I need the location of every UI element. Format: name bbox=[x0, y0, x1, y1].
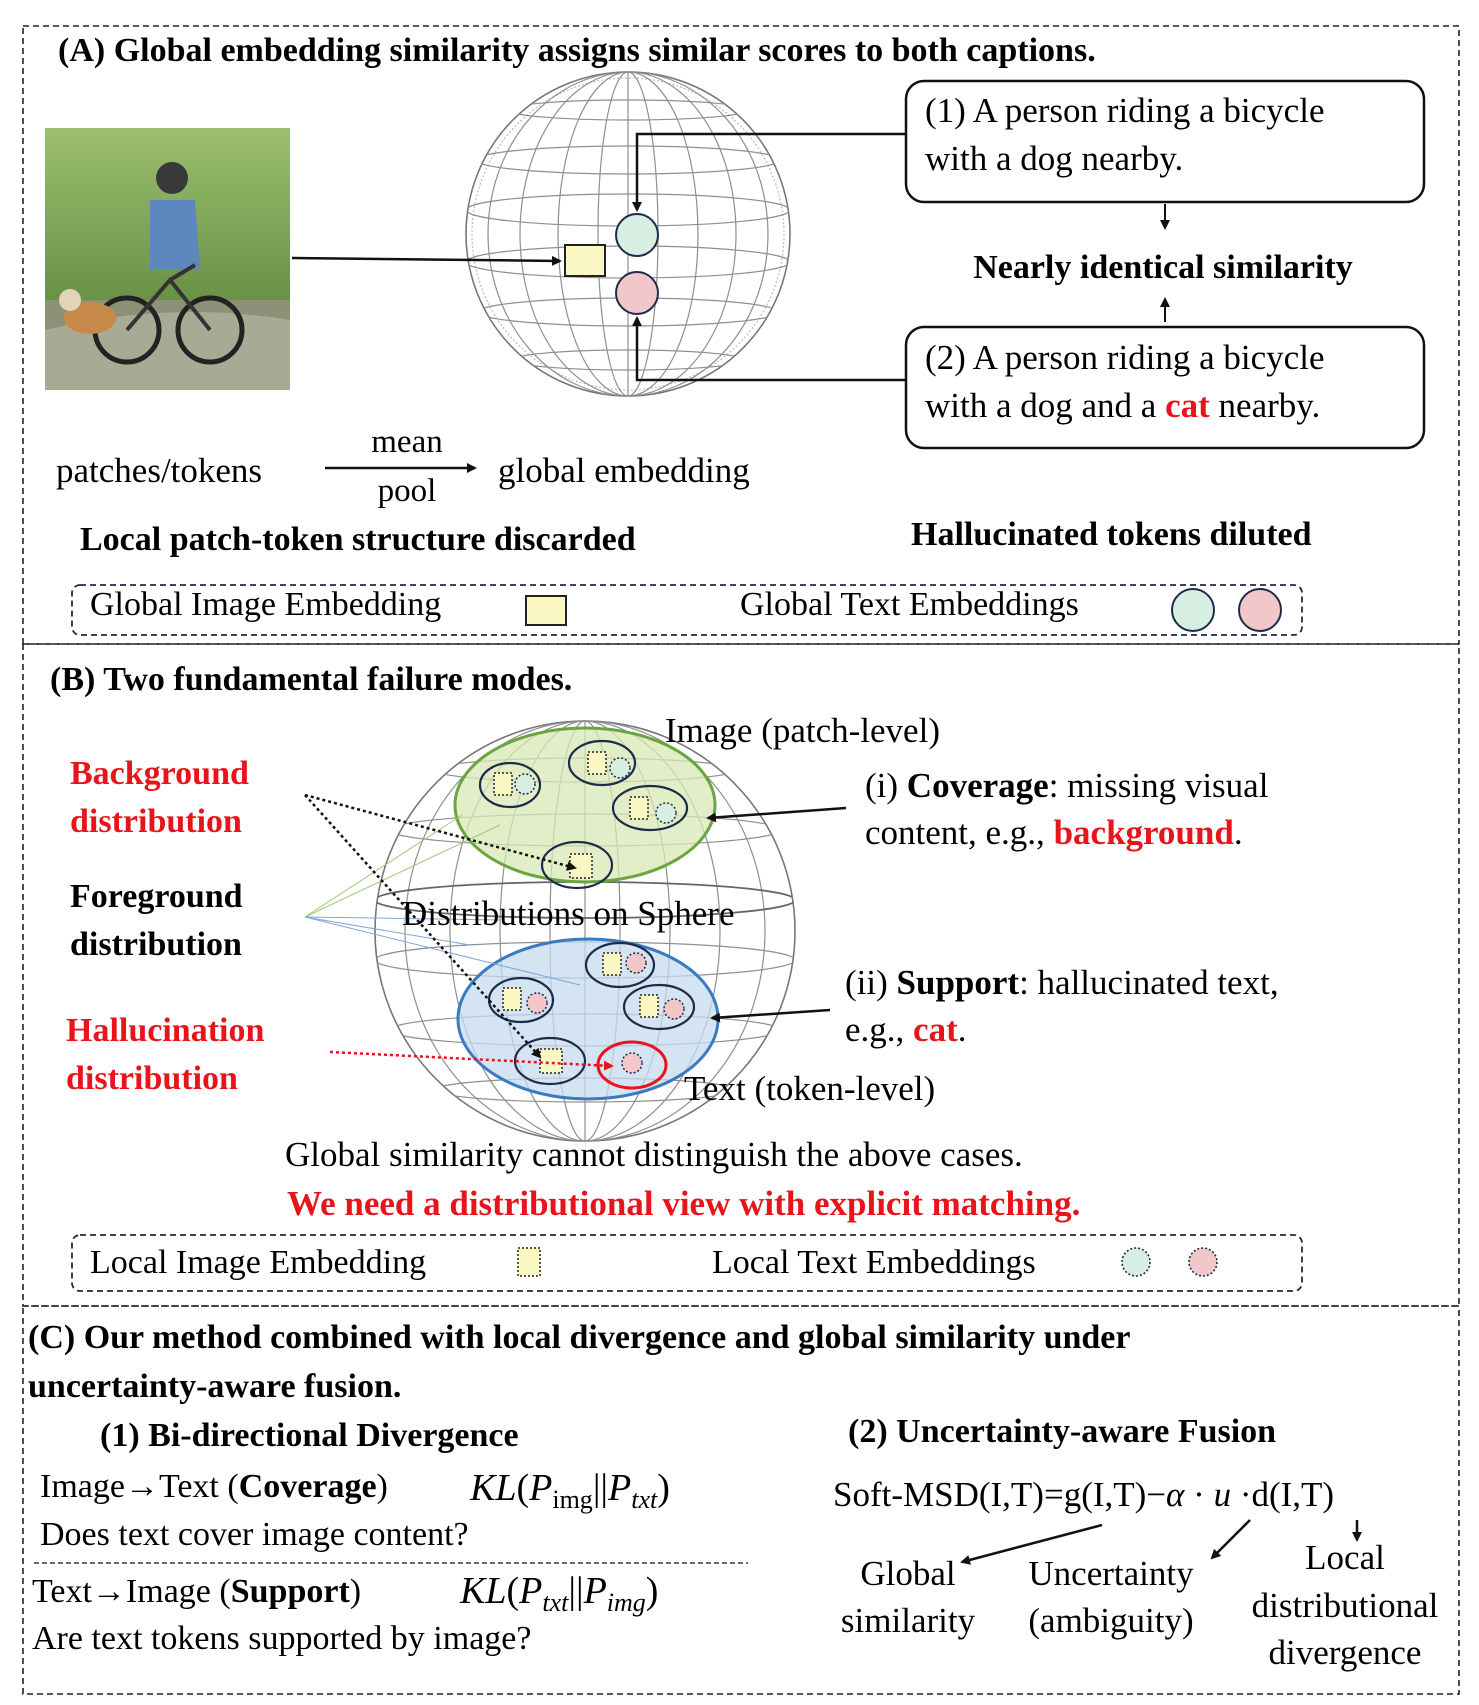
support-post: : hallucinated text, bbox=[1019, 963, 1279, 1002]
coverage-post: : missing visual bbox=[1048, 766, 1269, 805]
local-image-marker bbox=[570, 854, 592, 878]
panel-b-title: (B) Two fundamental failure modes. bbox=[50, 661, 573, 698]
caption-2-line1: (2) A person riding a bicycle bbox=[925, 338, 1325, 377]
global-label-1: Global bbox=[860, 1554, 956, 1593]
does-text-cover-question: Does text cover image content? bbox=[40, 1516, 469, 1553]
legend-local-image: Local Image Embedding bbox=[90, 1244, 427, 1281]
support-l2-pre: e.g., bbox=[845, 1010, 914, 1049]
local-text-marker bbox=[664, 999, 684, 1019]
mean-label: mean bbox=[371, 424, 443, 460]
caption-2-line2 bbox=[925, 386, 1320, 425]
text-token-level-label: Text (token-level) bbox=[684, 1069, 936, 1108]
coverage-arrow bbox=[708, 808, 846, 818]
i2t-bold: Coverage bbox=[238, 1468, 377, 1505]
global-cannot-distinguish: Global similarity cannot distinguish the above cases. bbox=[285, 1135, 1023, 1174]
uncertainty-label-1: Uncertainty bbox=[1028, 1554, 1194, 1593]
kl2-p2: P bbox=[583, 1570, 607, 1612]
global-image-embedding-marker bbox=[565, 245, 605, 276]
kl-text-image-formula: $KL(P_{txt}||P_{img})$ bbox=[460, 1570, 659, 1617]
distributions-on-sphere-label: Distributions on Sphere bbox=[402, 894, 735, 933]
formula-dot1: · bbox=[1184, 1475, 1214, 1514]
local-text-marker bbox=[527, 993, 547, 1013]
kl1-kl: KL bbox=[470, 1467, 517, 1509]
i2t-post: ) bbox=[376, 1468, 388, 1505]
support-l2-post: . bbox=[957, 1010, 967, 1049]
local-text-marker bbox=[626, 953, 646, 973]
text-to-image-label bbox=[32, 1573, 361, 1610]
coverage-line1 bbox=[865, 766, 1269, 805]
soft-msd-formula bbox=[833, 1475, 1334, 1514]
legend-global-image: Global Image Embedding bbox=[90, 586, 442, 623]
image-to-text-label bbox=[40, 1468, 388, 1505]
kl2-s1: txt bbox=[542, 1588, 569, 1617]
support-arrow bbox=[712, 1010, 830, 1018]
local-image-marker bbox=[630, 797, 648, 819]
kl2-kl: KL bbox=[460, 1570, 507, 1612]
panel-c-title-line1: (C) Our method combined with local divergence and global similarity under bbox=[28, 1319, 1131, 1356]
uncertainty-arrow bbox=[1212, 1520, 1250, 1558]
coverage-line2 bbox=[865, 813, 1243, 852]
kl1-s2: txt bbox=[631, 1485, 658, 1514]
need-distributional-view: We need a distributional view with explicit matching. bbox=[287, 1184, 1081, 1223]
photo-to-embedding-arrow bbox=[292, 258, 560, 261]
support-pre: (ii) bbox=[845, 963, 897, 1002]
caption-1-line2: with a dog nearby. bbox=[925, 139, 1184, 178]
local-label-1: Local bbox=[1305, 1538, 1385, 1577]
legend-local-red-icon bbox=[1189, 1248, 1217, 1276]
kl1-p1: P bbox=[529, 1467, 553, 1509]
are-text-tokens-question: Are text tokens supported by image? bbox=[32, 1620, 532, 1657]
local-structure-discarded: Local patch-token structure discarded bbox=[80, 521, 636, 558]
legend-local-text: Local Text Embeddings bbox=[712, 1244, 1036, 1281]
global-text-embedding-1 bbox=[616, 214, 658, 256]
local-image-marker bbox=[494, 773, 512, 795]
local-text-marker bbox=[610, 758, 630, 778]
panel-a-title: (A) Global embedding similarity assigns similar scores to both captions. bbox=[58, 32, 1096, 69]
support-line1 bbox=[845, 963, 1279, 1002]
i2t-pre: Image→Text ( bbox=[40, 1468, 239, 1505]
kl1-mid: || bbox=[592, 1467, 609, 1509]
hallucination-label-2: distribution bbox=[66, 1060, 238, 1097]
fusion-heading: (2) Uncertainty-aware Fusion bbox=[848, 1413, 1277, 1450]
local-image-marker bbox=[503, 988, 521, 1010]
kl1-s1: img bbox=[552, 1485, 593, 1514]
text-distribution-region bbox=[458, 939, 718, 1099]
legend-image-square-icon bbox=[526, 596, 566, 625]
uncertainty-label-2: (ambiguity) bbox=[1028, 1601, 1194, 1640]
background-label-1: Background bbox=[70, 755, 249, 792]
hallucinated-diluted: Hallucinated tokens diluted bbox=[911, 516, 1312, 553]
global-embedding-label: global embedding bbox=[498, 451, 750, 490]
caption-2-line2-post: nearby. bbox=[1209, 386, 1321, 425]
panel-c-title-line2: uncertainty-aware fusion. bbox=[28, 1368, 402, 1405]
coverage-l2-pre: content, e.g., bbox=[865, 813, 1054, 852]
foreground-label-1: Foreground bbox=[70, 878, 243, 915]
local-image-marker bbox=[603, 953, 621, 975]
caption-2-cat: cat bbox=[1165, 386, 1210, 425]
local-label-2: distributional bbox=[1251, 1586, 1439, 1625]
kl2-p1: P bbox=[519, 1570, 543, 1612]
legend-global-text: Global Text Embeddings bbox=[740, 586, 1079, 623]
background-label-2: distribution bbox=[70, 803, 242, 840]
local-text-marker bbox=[515, 774, 535, 794]
coverage-l2-post: . bbox=[1233, 813, 1243, 852]
local-image-marker bbox=[588, 752, 606, 774]
foreground-label-2: distribution bbox=[70, 926, 242, 963]
legend-local-image-icon bbox=[518, 1248, 540, 1276]
local-label-3: divergence bbox=[1268, 1633, 1422, 1672]
local-image-marker bbox=[540, 1049, 562, 1073]
t2i-pre: Text→Image ( bbox=[32, 1573, 231, 1610]
image-patch-level-label: Image (patch-level) bbox=[665, 711, 940, 750]
formula-u: u bbox=[1213, 1475, 1232, 1514]
kl2-s2: img bbox=[606, 1588, 646, 1617]
cyclist-with-dog-photo bbox=[45, 128, 290, 390]
kl1-p2: P bbox=[608, 1467, 632, 1509]
kl2-mid: || bbox=[568, 1570, 584, 1612]
legend-red-circle-icon bbox=[1239, 589, 1281, 631]
caption-2-line2-pre: with a dog and a bbox=[925, 386, 1166, 425]
coverage-l2-red: background bbox=[1053, 813, 1234, 852]
bidirectional-heading: (1) Bi-directional Divergence bbox=[100, 1417, 519, 1454]
local-text-marker bbox=[656, 803, 676, 823]
nearly-identical-label: Nearly identical similarity bbox=[973, 249, 1353, 286]
support-line2 bbox=[845, 1010, 967, 1049]
caption-1-line1: (1) A person riding a bicycle bbox=[925, 91, 1325, 130]
t2i-post: ) bbox=[349, 1573, 362, 1610]
hallucinated-text-marker bbox=[622, 1053, 642, 1073]
legend-green-circle-icon bbox=[1172, 589, 1214, 631]
hallucination-label-1: Hallucination bbox=[66, 1012, 265, 1049]
formula-rest: ·d(I,T) bbox=[1231, 1475, 1335, 1514]
formula-alpha: α bbox=[1166, 1475, 1185, 1514]
formula-a: Soft-MSD(I,T)=g(I,T) bbox=[833, 1475, 1147, 1514]
legend-local-green-icon bbox=[1122, 1248, 1150, 1276]
support-l2-red: cat bbox=[913, 1010, 958, 1049]
support-bold: Support bbox=[896, 963, 1020, 1002]
pool-label: pool bbox=[377, 473, 437, 509]
patches-tokens-label: patches/tokens bbox=[56, 451, 263, 490]
global-label-2: similarity bbox=[840, 1601, 976, 1640]
t2i-bold: Support bbox=[230, 1573, 350, 1610]
coverage-pre: (i) bbox=[865, 766, 907, 805]
local-image-marker bbox=[640, 995, 658, 1017]
formula-minus: − bbox=[1146, 1475, 1167, 1514]
global-text-embedding-2 bbox=[616, 272, 658, 314]
kl-image-text-formula: $KL(P_{img}||P_{txt})$ bbox=[470, 1467, 670, 1514]
coverage-bold: Coverage bbox=[906, 766, 1049, 805]
